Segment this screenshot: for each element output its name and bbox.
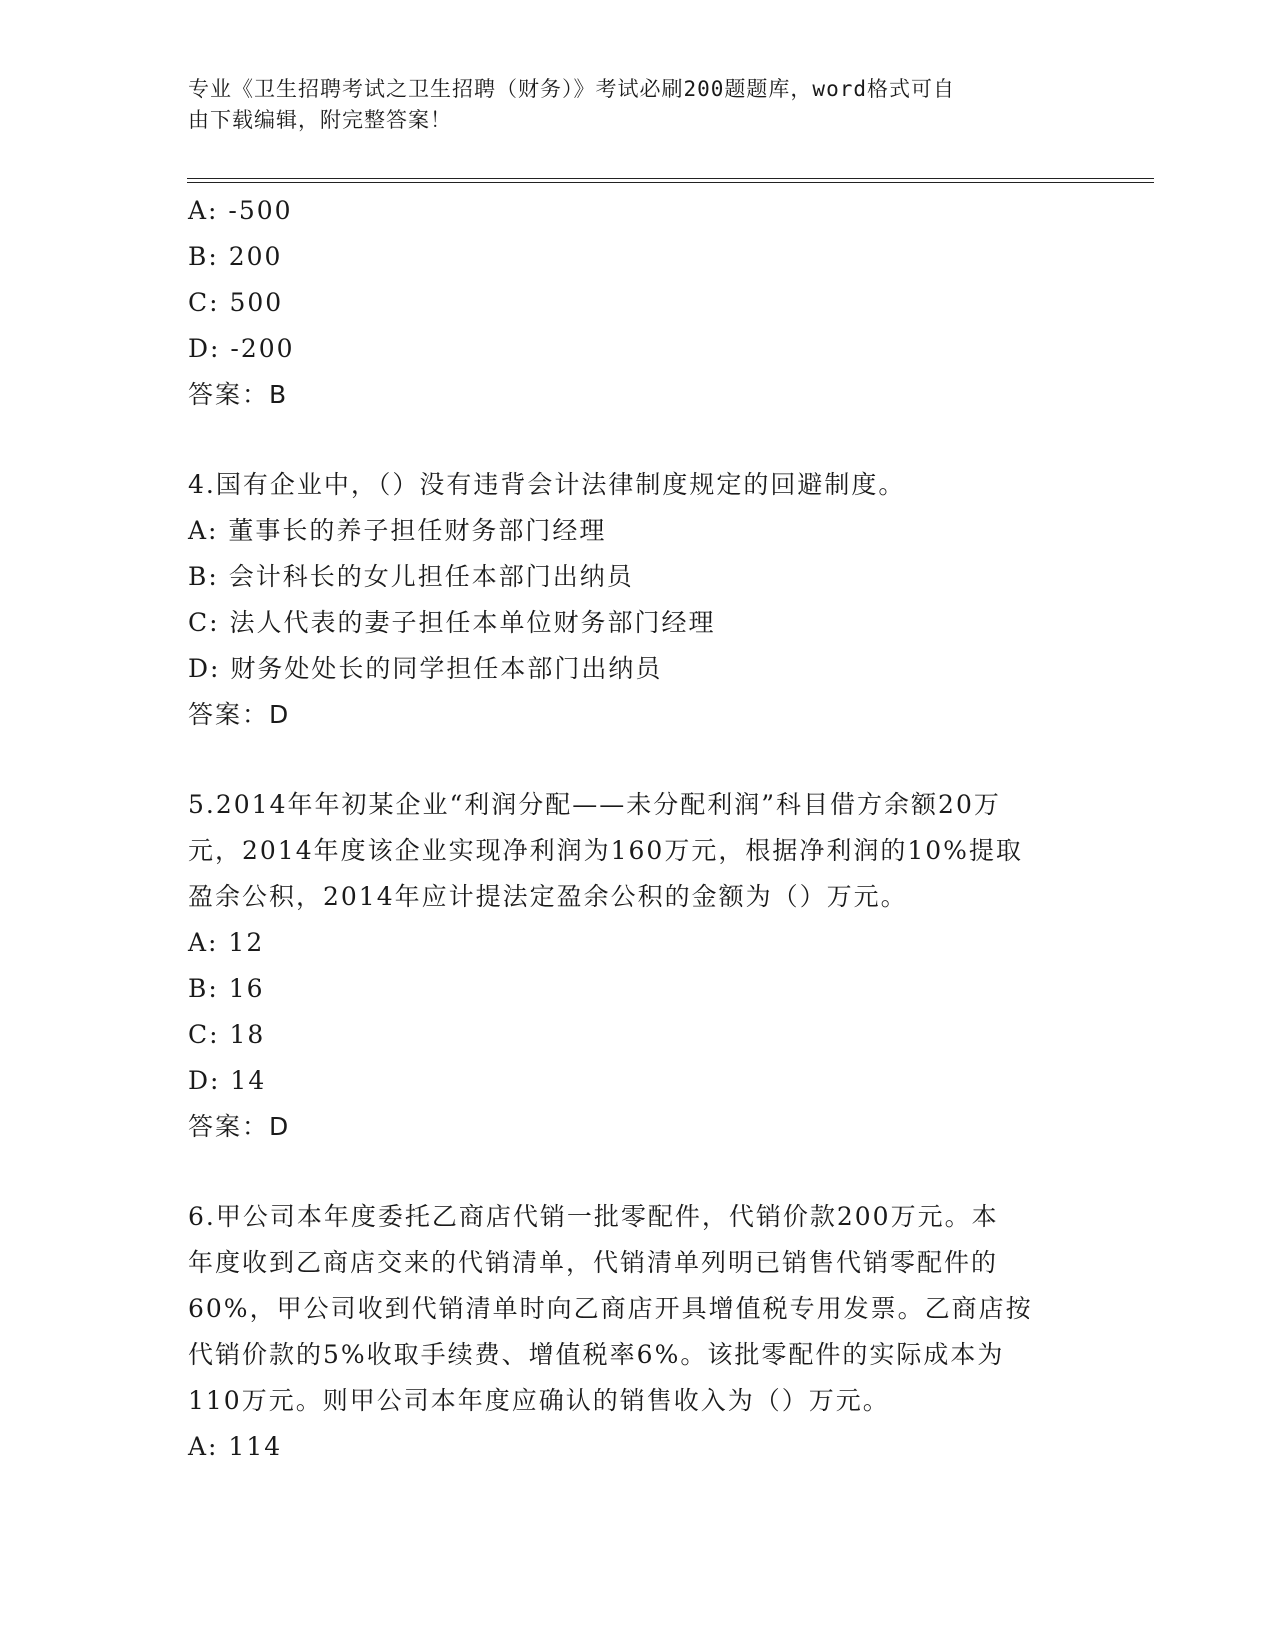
option-a: A: 12 bbox=[188, 928, 265, 957]
question-stem-line: 盈余公积，2014年应计提法定盈余公积的金额为（）万元。 bbox=[188, 882, 908, 911]
question-stem-line: 110万元。则甲公司本年度应确认的销售收入为（）万元。 bbox=[188, 1386, 890, 1415]
option-c: C: 18 bbox=[188, 1020, 266, 1049]
question-stem-line: 60%，甲公司收到代销清单时向乙商店开具增值税专用发票。乙商店按 bbox=[188, 1294, 1033, 1323]
question-stem-line: 6.甲公司本年度委托乙商店代销一批零配件，代销价款200万元。本 bbox=[188, 1202, 999, 1231]
question-4 bbox=[188, 462, 1088, 738]
option-d: D: -200 bbox=[188, 334, 295, 363]
option-a: A: -500 bbox=[188, 196, 293, 225]
question-stem-line: 5.2014年年初某企业“利润分配——未分配利润”科目借方余额20万 bbox=[188, 790, 1001, 819]
answer: 答案：D bbox=[188, 700, 291, 729]
option-b: B: 会计科长的女儿担任本部门出纳员 bbox=[188, 562, 634, 591]
header-divider-bottom bbox=[187, 182, 1154, 183]
question-5 bbox=[188, 782, 1088, 1150]
spacer bbox=[188, 1150, 1088, 1194]
answer: 答案：D bbox=[188, 1112, 291, 1141]
spacer bbox=[188, 738, 1088, 782]
answer: 答案：B bbox=[188, 380, 289, 409]
option-c: C: 法人代表的妻子担任本单位财务部门经理 bbox=[188, 608, 716, 637]
option-a: A: 114 bbox=[188, 1432, 283, 1461]
spacer bbox=[188, 418, 1088, 462]
question-stem-line: 元，2014年度该企业实现净利润为160万元，根据净利润的10%提取 bbox=[188, 836, 1023, 865]
question-list bbox=[188, 188, 1088, 1470]
document-header bbox=[188, 74, 1068, 136]
question-6 bbox=[188, 1194, 1088, 1470]
header-divider-top bbox=[187, 178, 1154, 179]
question-stem: 4.国有企业中，（）没有违背会计法律制度规定的回避制度。 bbox=[188, 470, 906, 499]
option-b: B: 16 bbox=[188, 974, 265, 1003]
option-c: C: 500 bbox=[188, 288, 284, 317]
option-d: D: 14 bbox=[188, 1066, 267, 1095]
header-line-1: 专业《卫生招聘考试之卫生招聘（财务）》考试必刷200题题库，word格式可自 bbox=[188, 77, 955, 101]
option-a: A: 董事长的养子担任财务部门经理 bbox=[188, 516, 607, 545]
question-stem-line: 年度收到乙商店交来的代销清单，代销清单列明已销售代销零配件的 bbox=[188, 1248, 999, 1277]
option-b: B: 200 bbox=[188, 242, 283, 271]
option-d: D: 财务处处长的同学担任本部门出纳员 bbox=[188, 654, 663, 683]
question-stem-line: 代销价款的5%收取手续费、增值税率6%。该批零配件的实际成本为 bbox=[188, 1340, 1005, 1369]
question-3 bbox=[188, 188, 1088, 418]
header-line-2: 由下载编辑，附完整答案！ bbox=[188, 108, 452, 132]
